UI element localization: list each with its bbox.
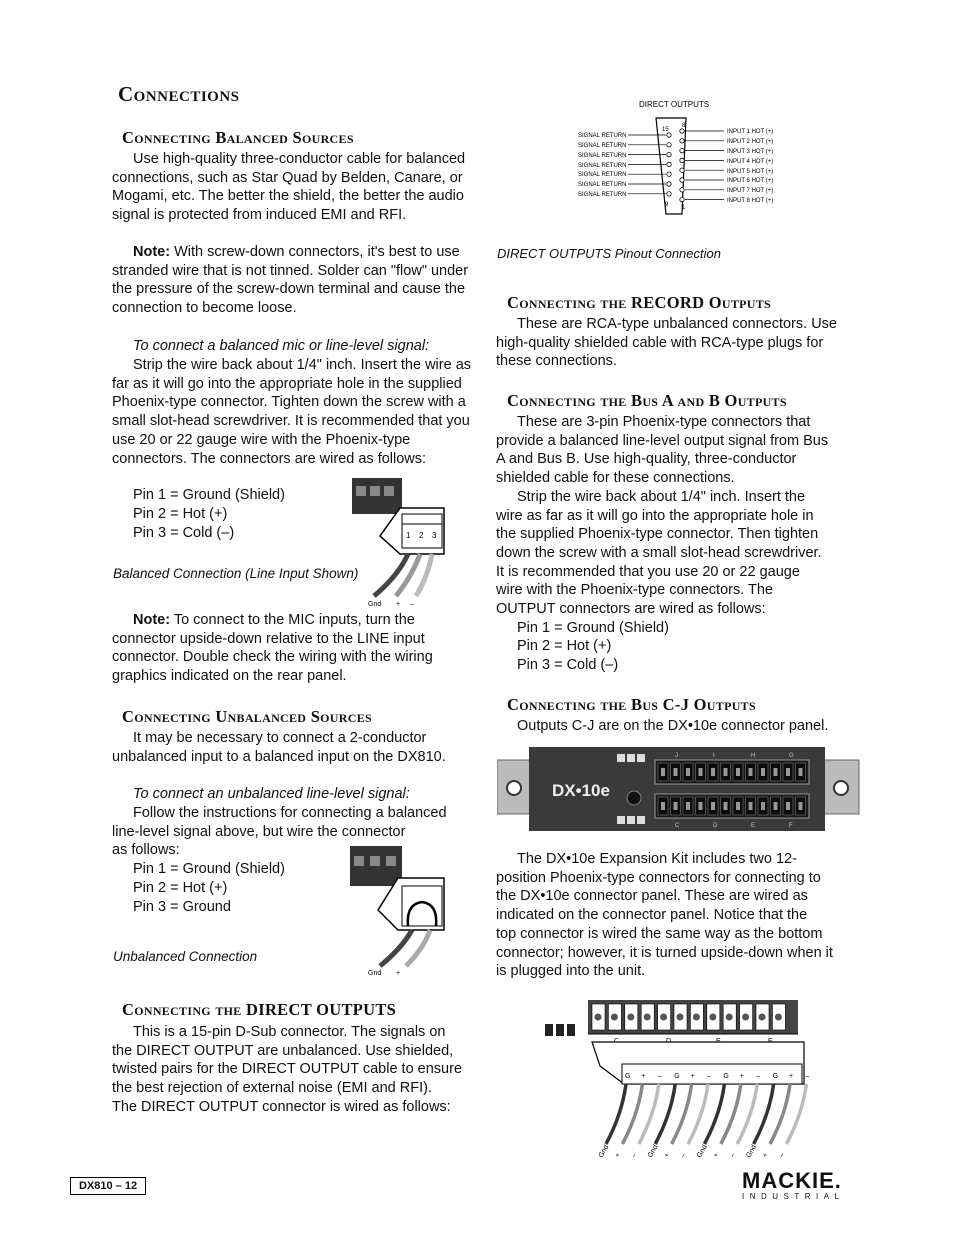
brand-name: MACKIE. [742,1168,842,1193]
diag-screw [759,1014,766,1021]
unbal-gnd-label: Gnd [368,970,382,977]
direct-outputs-diagram [570,96,810,226]
diag-pin-label: – [805,1073,810,1080]
unbal-hot-label: + [396,970,401,977]
diag-wire-label: Gnd [696,1144,709,1159]
left-label-4: SIGNAL RETURN [578,163,627,169]
right-pin [680,129,684,133]
diag-wire-label: Gnd [646,1144,660,1159]
diagram-pin-2: 2 [419,531,424,540]
busab-pin3: Pin 3 = Cold (–) [517,657,619,673]
record-para: These are RCA-type unbalanced connectors. Use high-quality shielded cable with RCA-type plugs for these connections. [496,316,837,370]
unbalanced-caption: Unbalanced Connection [113,949,258,964]
direct-heading: Connecting the DIRECT OUTPUTS [122,1000,397,1019]
diag-screw [627,1014,634,1021]
diag-screw [709,1014,716,1021]
direct-caption: DIRECT OUTPUTS Pinout Connection [497,246,721,261]
left-label-3: SIGNAL RETURN [578,153,627,159]
panel-terminal-screw [786,768,790,776]
left-label-1: SIGNAL RETURN [578,133,627,139]
panel-letter-e: E [751,823,756,829]
panel-terminal-screw [686,802,690,810]
diag-wire-label: Gnd [745,1144,758,1159]
balanced-howto: To connect a balanced mic or line-level signal: [133,338,430,354]
panel-terminal-screw [674,768,678,776]
diag-wire-label: – [679,1152,688,1159]
page-number-box: DX810 – 12 [70,1177,146,1195]
busab-pin1: Pin 1 = Ground (Shield) [517,620,669,636]
panel-letter-d: D [713,823,718,829]
left-pin [667,192,671,196]
panel-terminal-screw [661,802,665,810]
panel-letter-f: F [789,823,793,829]
panel-terminal-screw [724,802,728,810]
diag-wire-label: – [728,1152,737,1159]
diag-wire [606,1084,626,1144]
buscj-intro: Outputs C-J are on the DX•10e connector panel. [517,718,829,734]
unbalanced-pin3: Pin 3 = Ground [133,899,231,915]
dx10e-panel [497,746,862,834]
diag-pin-label: + [641,1073,646,1080]
buscj-para: The DX•10e Expansion Kit includes two 12- position Phoenix-type connectors for connecting to the DX•10e connector panel. These are wired as indicated on the connector panel. Notice that the top connector is wired the same way as the bottom connector; however, it is turned upside-down when it is plugged into the unit. [496,851,833,980]
db15-pin1: 1 [682,205,686,211]
balanced-para1: Use high-quality three-conductor cable for balanced connections, such as Star Quad by Belden, Canare, or Mogami, etc. The better the shield, the better the audio signal is protected from induced EMI and RFI. [112,151,466,224]
left-pin [667,152,671,156]
panel-terminal-screw [749,768,753,776]
diag-pin-label: – [756,1073,761,1080]
right-label-5: INPUT 5 HOT (+) [727,169,774,175]
balanced-pin2: Pin 2 = Hot (+) [133,506,228,522]
balanced-note: Note: With screw-down connectors, it's best to use stranded wire that is not tinned. Solder can "flow" under the pressure of the screw-down terminal and cause the connection to become loose. [112,244,469,317]
diag-wire-label: + [663,1151,672,1159]
panel-terminal-screw [661,768,665,776]
panel-terminal-screw [774,768,778,776]
diagram-pin-3: 3 [432,531,437,540]
panel-terminal-screw [724,768,728,776]
unbalanced-para2: Follow the instructions for connecting a balanced line-level signal above, but wire the connector as follows: [112,805,447,859]
diagram-hot-label: + [396,601,401,608]
panel-letter-j: J [675,753,678,759]
right-pin [680,178,684,182]
diag-wire-label: Gnd [597,1144,611,1159]
diag-pin-label: G [674,1073,680,1080]
diag-screw [742,1014,749,1021]
right-pin [680,148,684,152]
buscj-heading: Connecting the Bus C-J Outputs [507,695,756,714]
db15-right-pins [680,129,724,202]
diag-screw [611,1014,618,1021]
balanced-pin3: Pin 3 = Cold (–) [133,525,235,541]
panel-terminal-screw [736,802,740,810]
diag-wire-label: – [778,1152,787,1159]
panel-letter-h: H [751,753,756,759]
unbalanced-pin1: Pin 1 = Ground (Shield) [133,861,285,877]
balanced-note2: Note: To connect to the MIC inputs, turn the connector upside-down relative to the LINE input connector. Double check the wiring with the wiring graphics indicated on the rear panel. [112,612,433,685]
left-label-5: SIGNAL RETURN [578,172,627,178]
db15-pin15: 15 [662,127,669,133]
phoenix-12pos-diagram [540,996,820,1164]
diag-pin-label: G [772,1073,779,1080]
balanced-caption: Balanced Connection (Line Input Shown) [113,566,359,581]
diag-pin-label: – [707,1073,711,1080]
left-pin [667,162,671,166]
panel-terminal-screw [674,802,678,810]
panel-terminal-screw [774,802,778,810]
brand-sub: INDUSTRIAL [742,1192,845,1201]
unbalanced-heading: Connecting Unbalanced Sources [122,707,372,726]
dx10e-logo: DX•10e [552,781,610,800]
left-pin [667,172,671,176]
diag-wire-label: + [614,1151,623,1159]
panel-letter-g: G [789,753,794,759]
page-title: Connections [118,82,240,106]
balanced-pin1: Pin 1 = Ground (Shield) [133,487,285,503]
panel-terminal-screw [799,802,803,810]
panel-terminal-screw [799,768,803,776]
db15-pin9: 9 [665,202,669,208]
db15-title: DIRECT OUTPUTS [639,100,710,109]
busab-heading: Connecting the Bus A and B Outputs [507,391,787,410]
diag-screw [693,1014,700,1021]
diagram-cold-label: – [410,601,414,608]
right-label-3: INPUT 3 HOT (+) [727,149,774,155]
right-label-6: INPUT 6 HOT (+) [727,178,774,184]
right-pin [680,197,684,201]
left-pin [667,133,671,137]
right-pin [680,188,684,192]
right-label-4: INPUT 4 HOT (+) [727,159,774,165]
diag-pin-label: + [789,1073,794,1080]
panel-terminal-screw [786,802,790,810]
unbalanced-howto: To connect an unbalanced line-level signal: [133,786,410,802]
diag-screw [660,1014,667,1021]
diag-pin-label: G [723,1073,729,1080]
right-label-8: INPUT 8 HOT (+) [727,198,774,204]
diag-pin-label: G [625,1073,631,1080]
panel-terminal-screw [761,768,765,776]
diag-pin-label: + [690,1073,695,1080]
panel-letter-c: C [675,823,680,829]
balanced-connector-diagram [340,472,460,614]
unbalanced-pin2: Pin 2 = Hot (+) [133,880,228,896]
unbalanced-para1: It may be necessary to connect a 2-conductor unbalanced input to a balanced input on the DX810. [112,730,446,765]
diag-pin-label: + [739,1073,744,1080]
panel-terminal-screw [749,802,753,810]
mackie-logo [742,1170,858,1202]
right-pin [680,168,684,172]
unbalanced-connector-diagram [340,842,460,980]
right-label-7: INPUT 7 HOT (+) [727,188,774,194]
right-label-1: INPUT 1 HOT (+) [727,129,774,135]
diag-screw [726,1014,733,1021]
diag-wire-label: + [712,1151,721,1159]
diag-wire-label: + [761,1151,770,1159]
panel-terminal-screw [761,802,765,810]
panel-terminal-screw [699,802,703,810]
left-label-6: SIGNAL RETURN [578,182,627,188]
diag-screw [677,1014,684,1021]
diag-screw [644,1014,651,1021]
diag-screw [595,1014,602,1021]
panel-terminal-screw [686,768,690,776]
busab-para: These are 3-pin Phoenix-type connectors that provide a balanced line-level output signal from Bus A and Bus B. Use high-quality, three-conductor shielded cable for these connections. Strip the wire back about 1/4" inch. Insert the wire as far as it will go into the appropriate hole in the supplied Phoenix-type connector. Then tighten down the screw with a small slot-head screwdriver. It is recommended that you use 20 or 22 gauge wire with the Phoenix-type connectors. The OUTPUT connectors are wired as follows: [496,414,829,618]
balanced-heading: Connecting Balanced Sources [122,128,354,147]
right-pin [680,158,684,162]
diag-screw [775,1014,782,1021]
record-heading: Connecting the RECORD Outputs [507,293,772,312]
left-pin [667,143,671,147]
diag-wire-label: – [630,1152,639,1159]
right-label-2: INPUT 2 HOT (+) [727,139,774,145]
direct-para: This is a 15-pin D-Sub connector. The signals on the DIRECT OUTPUT are unbalanced. Use shielded, twisted pairs for the DIRECT OUTPUT cable to ensure the best rejection of external noise (EMI and RFI). The DIRECT OUTPUT connector is wired as follows: [112,1024,463,1115]
busab-pin2: Pin 2 = Hot (+) [517,638,612,654]
left-label-7: SIGNAL RETURN [578,192,627,198]
diag-pin-label: – [657,1073,662,1080]
panel-terminal-screw [736,768,740,776]
left-label-2: SIGNAL RETURN [578,143,627,149]
panel-terminal-screw [699,768,703,776]
diagram-gnd-label: Gnd [368,601,382,608]
left-pin [667,182,671,186]
panel-terminal-screw [711,768,715,776]
panel-letter-i: I [713,753,715,759]
panel-terminal-screw [711,802,715,810]
diagram-pin-1: 1 [406,531,411,540]
db15-pin8: 8 [682,123,686,129]
balanced-para2: Strip the wire back about 1/4" inch. Insert the wire as far as it will go into the appropriate hole in the supplied Phoenix-type connector. Tighten down the screw with a small slot-head screwdriver. It is recommended that you use 20 or 22 gauge wire with the Phoenix-type connectors. The connectors are wired as follows: [112,357,472,467]
right-pin [680,139,684,143]
